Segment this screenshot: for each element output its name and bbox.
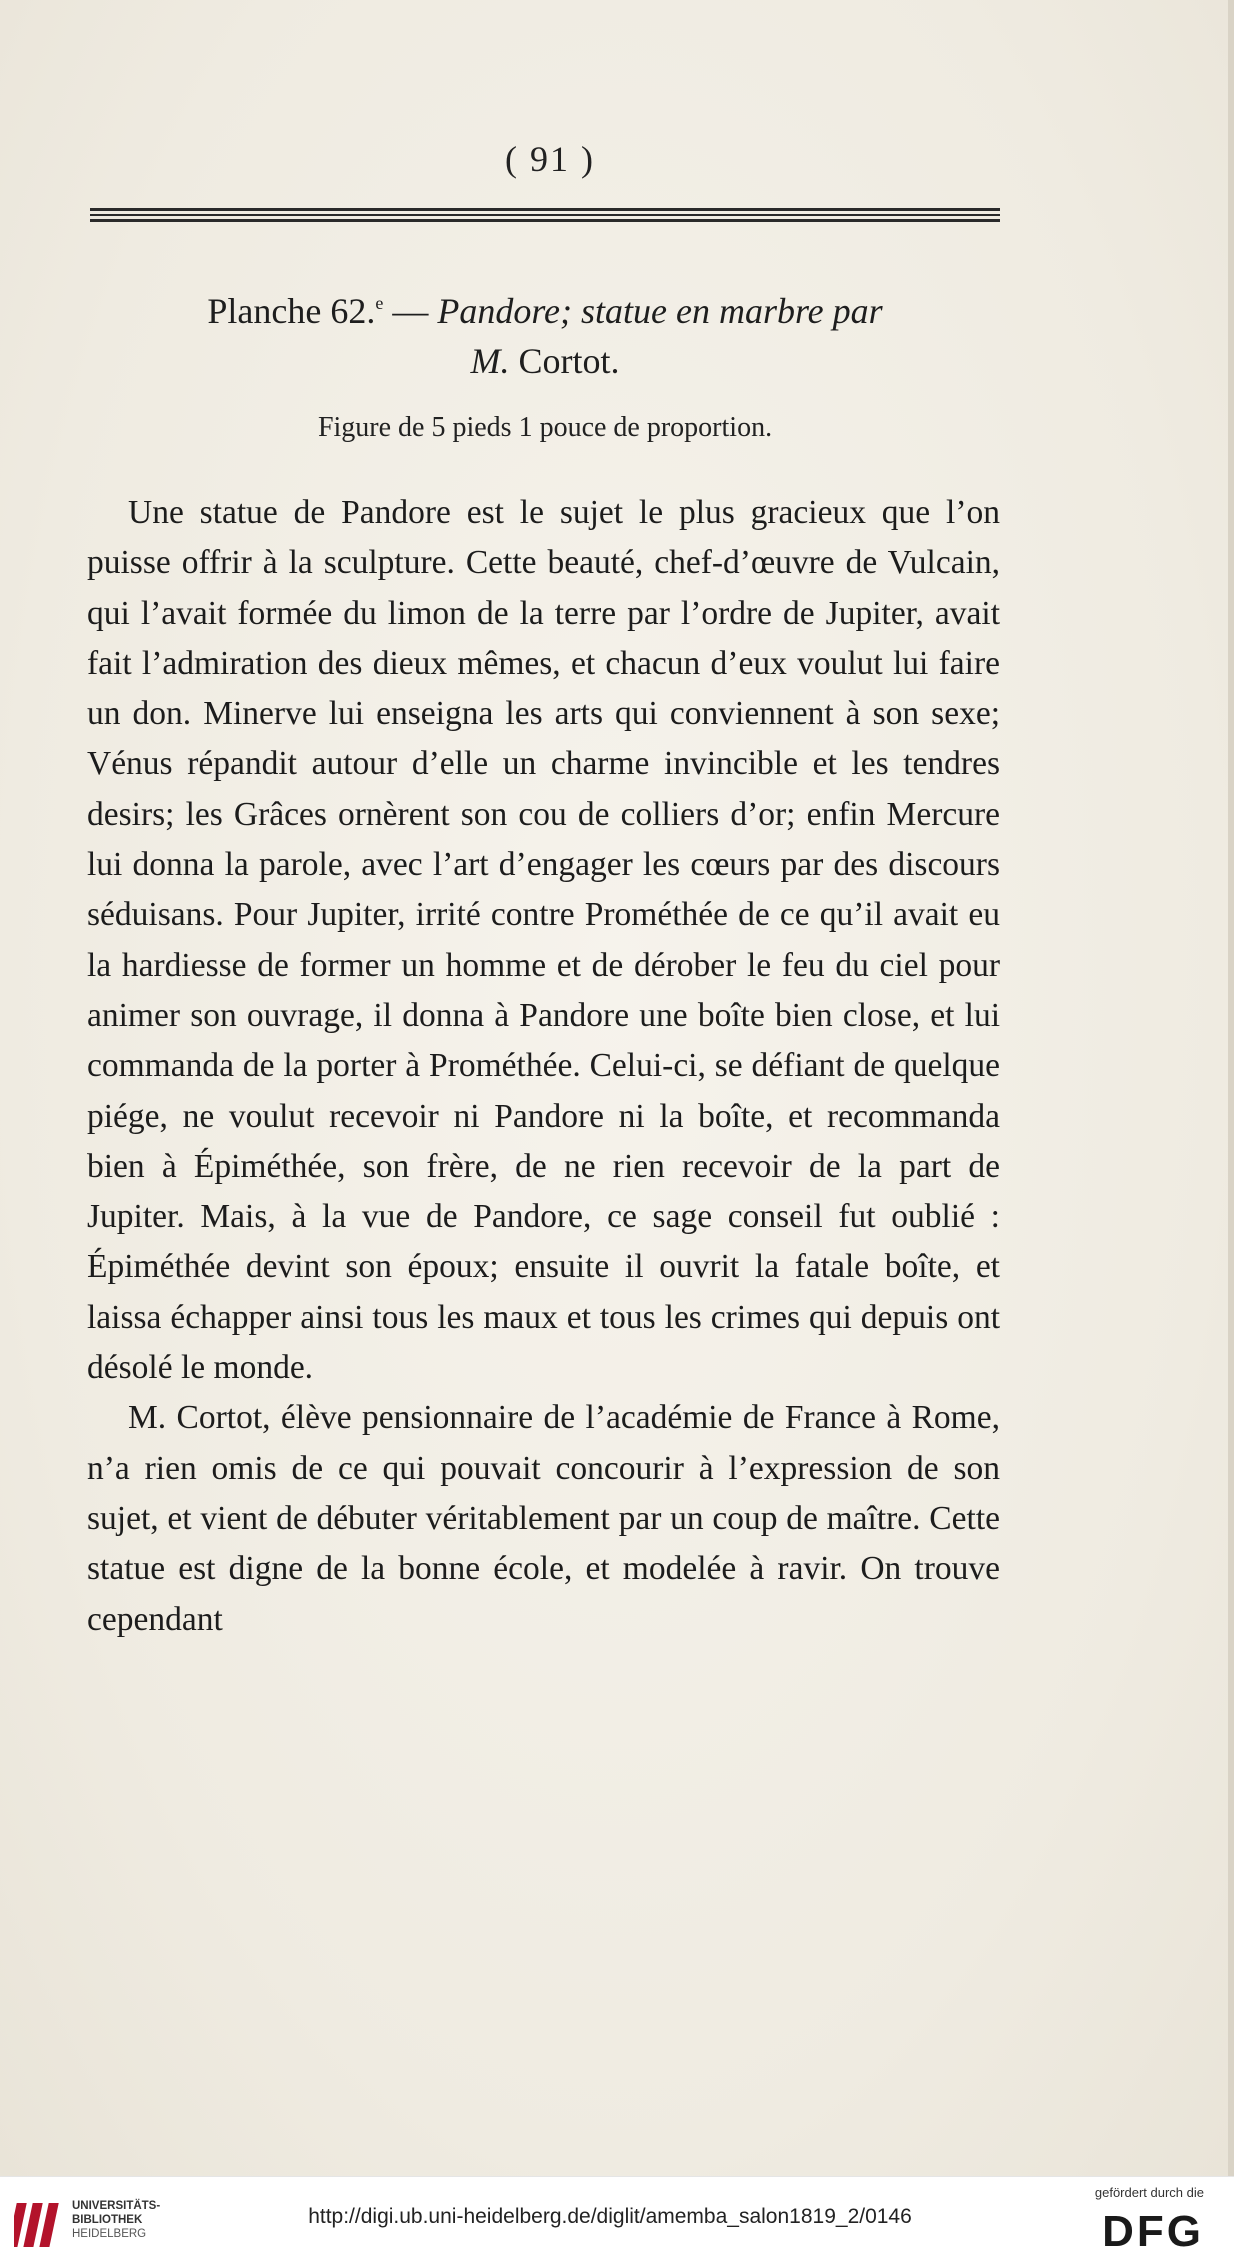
paragraph: M. Cortot, élève pensionnaire de l’académie de France à Rome, n’a rien omis de ce qui pouvait concourir à l’expression de son sujet, et vient de débuter véritablement par un coup de maître. Cette statue est digne de la bonne école, et modelée à ravir. On trouve cependant [87, 1399, 1000, 1638]
header-rule-middle [90, 214, 1000, 216]
header-rule-bottom [90, 219, 1000, 222]
viewer-footer [0, 2176, 1234, 2266]
dfg-logo: DFG [1102, 2207, 1204, 2256]
author-prefix: M. [470, 341, 510, 381]
statue-title: Pandore; statue en marbre par [437, 291, 883, 331]
funding-label: gefördert durch die [1094, 2185, 1204, 2200]
header-rule-top [90, 208, 1000, 211]
plate-superscript: e [375, 293, 384, 313]
proportion-note: Figure de 5 pieds 1 pouce de proportion. [317, 412, 773, 443]
paragraph: Une statue de Pandore est le sujet le plus gracieux que l’on puisse offrir à la sculpture. Cette beauté, chef-d’œuvre de Vulcain, qui l’avait formée du limon de la terre par l’ordre de Jupiter, avait fait l’admiration des dieux mêmes, et chacun d’eux voulut lui faire un don. Minerve lui enseigna les arts qui conviennent à son sexe; Vénus répandit autour d’elle un charme invincible et les tendres desirs; les Grâces ornèrent son cou de colliers d’or; enfin Mercure lui donna la parole, avec l’art d’engager les cœurs par des discours séduisans. Pour Jupiter, irrité contre Prométhée de ce qu’il avait eu la hardiesse de former un homme et de dérober le feu du ciel pour animer son ouvrage, il donna à Pandore une boîte bien close, et lui commanda de la porter à Prométhée. Celui-ci, se défiant de quelque piége, ne voulut recevoir ni Pandore ni la boîte, et recommanda bien à Épiméthée, son frère, de ne rien recevoir de la part de Jupiter. Mais, à la vue de Pandore, ce sage conseil fut oublié : Épiméthée devint son époux; ensuite il ouvrit la fatale boîte, et laissa échapper ainsi tous les maux et tous les crimes qui depuis ont désolé le monde. [87, 494, 1000, 1387]
heading-dash: — [383, 291, 438, 331]
plate-label: Planche 62. [207, 291, 376, 331]
author-name: Cortot. [509, 341, 620, 381]
permalink-url[interactable]: http://digi.ub.uni-heidelberg.de/diglit/amemba_salon1819_2/0146 [308, 2205, 912, 2228]
plate-heading [90, 278, 1000, 386]
library-name: UNIVERSITÄTS- BIBLIOTHEK HEIDELBERG [72, 2200, 161, 2240]
body-text [87, 488, 1000, 1645]
university-library-logo-icon [14, 2197, 66, 2253]
page-number: ( 91 ) [505, 139, 595, 179]
